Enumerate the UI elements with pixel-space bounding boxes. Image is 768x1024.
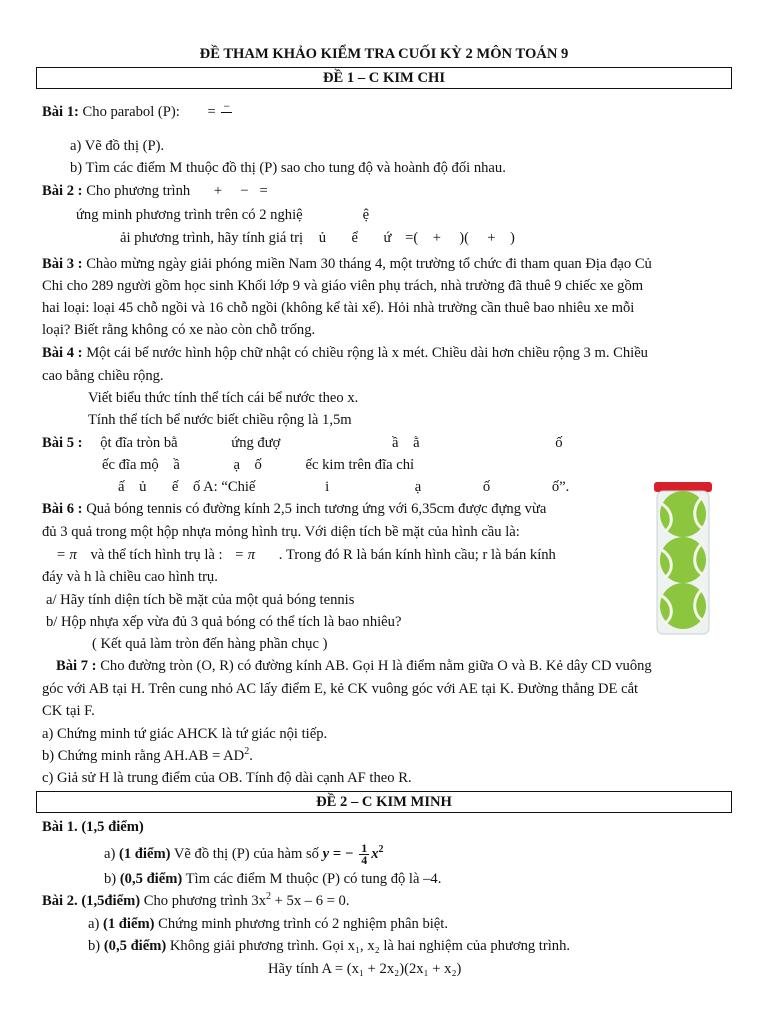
- de1-bai1: Bài 1: Cho parabol (P): = −: [42, 101, 234, 124]
- page-title: ĐỀ THAM KHẢO KIỂM TRA CUỐI KỲ 2 MÔN TOÁN 9: [199, 46, 569, 62]
- de1-bai3-l3: hai loại: loại 45 chỗ ngồi và 16 chỗ ngồi (không kể tài xế). Hỏi nhà trường cần thuê bao nhiêu xe mỗi: [42, 300, 635, 316]
- de2-bai1-b: b) (0,5 điểm) Tìm các điểm M thuộc (P) có tung độ là –4.: [104, 871, 442, 887]
- de1-bai6-a: a/ Hãy tính diện tích bề mặt của một quả bóng tennis: [46, 592, 355, 608]
- de1-bai6-l4: đáy và h là chiều cao hình trụ.: [42, 569, 218, 585]
- de1-bai4-l4: Tính thể tích bể nước biết chiều rộng là 1,5m: [88, 412, 352, 428]
- tennis-ball: [660, 537, 706, 583]
- de1-bai7-l3: CK tại F.: [42, 703, 95, 719]
- fraction: −: [223, 99, 231, 113]
- de1-bai3-l4: loại? Biết rằng không có xe nào còn chỗ trống.: [42, 322, 316, 338]
- de1-bai3-l1: Bài 3 : Chào mừng ngày giải phóng miền Nam 30 tháng 4, một trường tổ chức đi tham quan Địa đạo Củ: [42, 256, 652, 272]
- de1-bai6-note: ( Kết quả làm tròn đến hàng phần chục ): [92, 636, 328, 652]
- de1-bai2: Bài 2 : Cho phương trình + − =: [42, 183, 268, 199]
- de1-bai5-l1: Bài 5 : ột đĩa tròn bằ ứng đượ ầ ằ ố: [42, 435, 563, 451]
- de1-bai1-b: b) Tìm các điểm M thuộc đồ thị (P) sao cho tung độ và hoành độ đối nhau.: [70, 160, 506, 176]
- de1-bai7-l2: góc với AB tại H. Trên cung nhỏ AC lấy điểm E, kẻ CK vuông góc với AE tại K. Đường thẳng DE cắt: [42, 681, 639, 697]
- de1-bai2-l2: ải phương trình, hãy tính giá trị ủ ể ứ =( + )( + ): [120, 230, 515, 246]
- tennis-balls-tube: [650, 482, 716, 636]
- fraction: $\frac{1}{4}$: [361, 841, 368, 867]
- de1-bai1-a: a) Vẽ đồ thị (P).: [70, 138, 165, 154]
- de1-bai6-l2: đủ 3 quả trong một hộp nhựa mỏng hình trụ. Với diện tích bề mặt của hình cầu là:: [42, 524, 520, 540]
- de1-bai6-l1: Bài 6 : Quả bóng tennis có đường kính 2,5 inch tương ứng với 6,35cm được đựng vừa: [42, 501, 547, 517]
- de1-bai6-b: b/ Hộp nhựa xếp vừa đủ 3 quả bóng có thể tích là bao nhiêu?: [46, 614, 402, 630]
- section-header-de2: ĐỀ 2 – C KIM MINH: [36, 791, 732, 813]
- tennis-ball: [660, 583, 706, 629]
- de2-bai2: Bài 2. (1,5điểm) Cho phương trình $3x^2 + 5x - 6 = 0$.: [42, 891, 350, 909]
- de1-bai7-l1: Bài 7 : Cho đường tròn (O, R) có đường kính AB. Gọi H là điểm nằm giữa O và B. Kẻ dây CD vuông: [56, 658, 652, 674]
- de1-bai7-b: b) Chứng minh rằng $AH.AB = AD^2$.: [42, 746, 253, 764]
- de1-bai7-a: a) Chứng minh tứ giác AHCK là tứ giác nội tiếp.: [42, 726, 328, 742]
- de1-bai4-l2: cao bằng chiều rộng.: [42, 368, 164, 384]
- de1-bai4-l3: Viết biểu thức tính thể tích cái bể nước theo x.: [88, 390, 359, 406]
- de2-bai2-a: a) (1 điểm) Chứng minh phương trình có 2 nghiệm phân biệt.: [88, 916, 448, 932]
- de2-bai2-c: Hãy tính A = (x₁ + 2x₂)(2x₁ + x₂): [268, 961, 462, 977]
- de2-bai1: Bài 1. (1,5 điểm): [42, 819, 144, 835]
- de2-bai1-a: a) (1 điểm) Vẽ đồ thị (P) của hàm số y = − $\frac{1}{4}$ $x^2$: [104, 841, 384, 867]
- de1-bai7-c: c) Giả sử H là trung điểm của OB. Tính độ dài cạnh AF theo R.: [42, 770, 412, 786]
- section-header-de1: ĐỀ 1 – C KIM CHI: [36, 67, 732, 89]
- de2-bai2-b: b) (0,5 điểm) Không giải phương trình. Gọi x₁, x₂ là hai nghiệm của phương trình.: [88, 938, 571, 954]
- de1-bai5-l3: ấ ủ ế ố A: “Chiế i ạ ố ố”.: [118, 479, 570, 495]
- de1-bai6-l3: = π và thể tích hình trụ là : = π . Trong đó R là bán kính hình cầu; r là bán kính: [56, 547, 556, 563]
- de1-bai3-l2: Chi cho 289 người gồm học sinh Khối lớp 9 và giáo viên phụ trách, nhà trường đã thuê 9 chiếc xe gồm: [42, 278, 644, 294]
- tennis-ball: [660, 491, 706, 537]
- de1-bai5-l2: ếc đĩa mộ ầ ạ ố ếc kim trên đĩa chỉ: [102, 457, 415, 473]
- de1-bai4-l1: Bài 4 : Một cái bể nước hình hộp chữ nhật có chiều rộng là x mét. Chiều dài hơn chiều rộng 3 m. Chiều: [42, 345, 648, 361]
- de1-bai2-l1: ứng minh phương trình trên có 2 nghiệ ệ: [76, 207, 370, 223]
